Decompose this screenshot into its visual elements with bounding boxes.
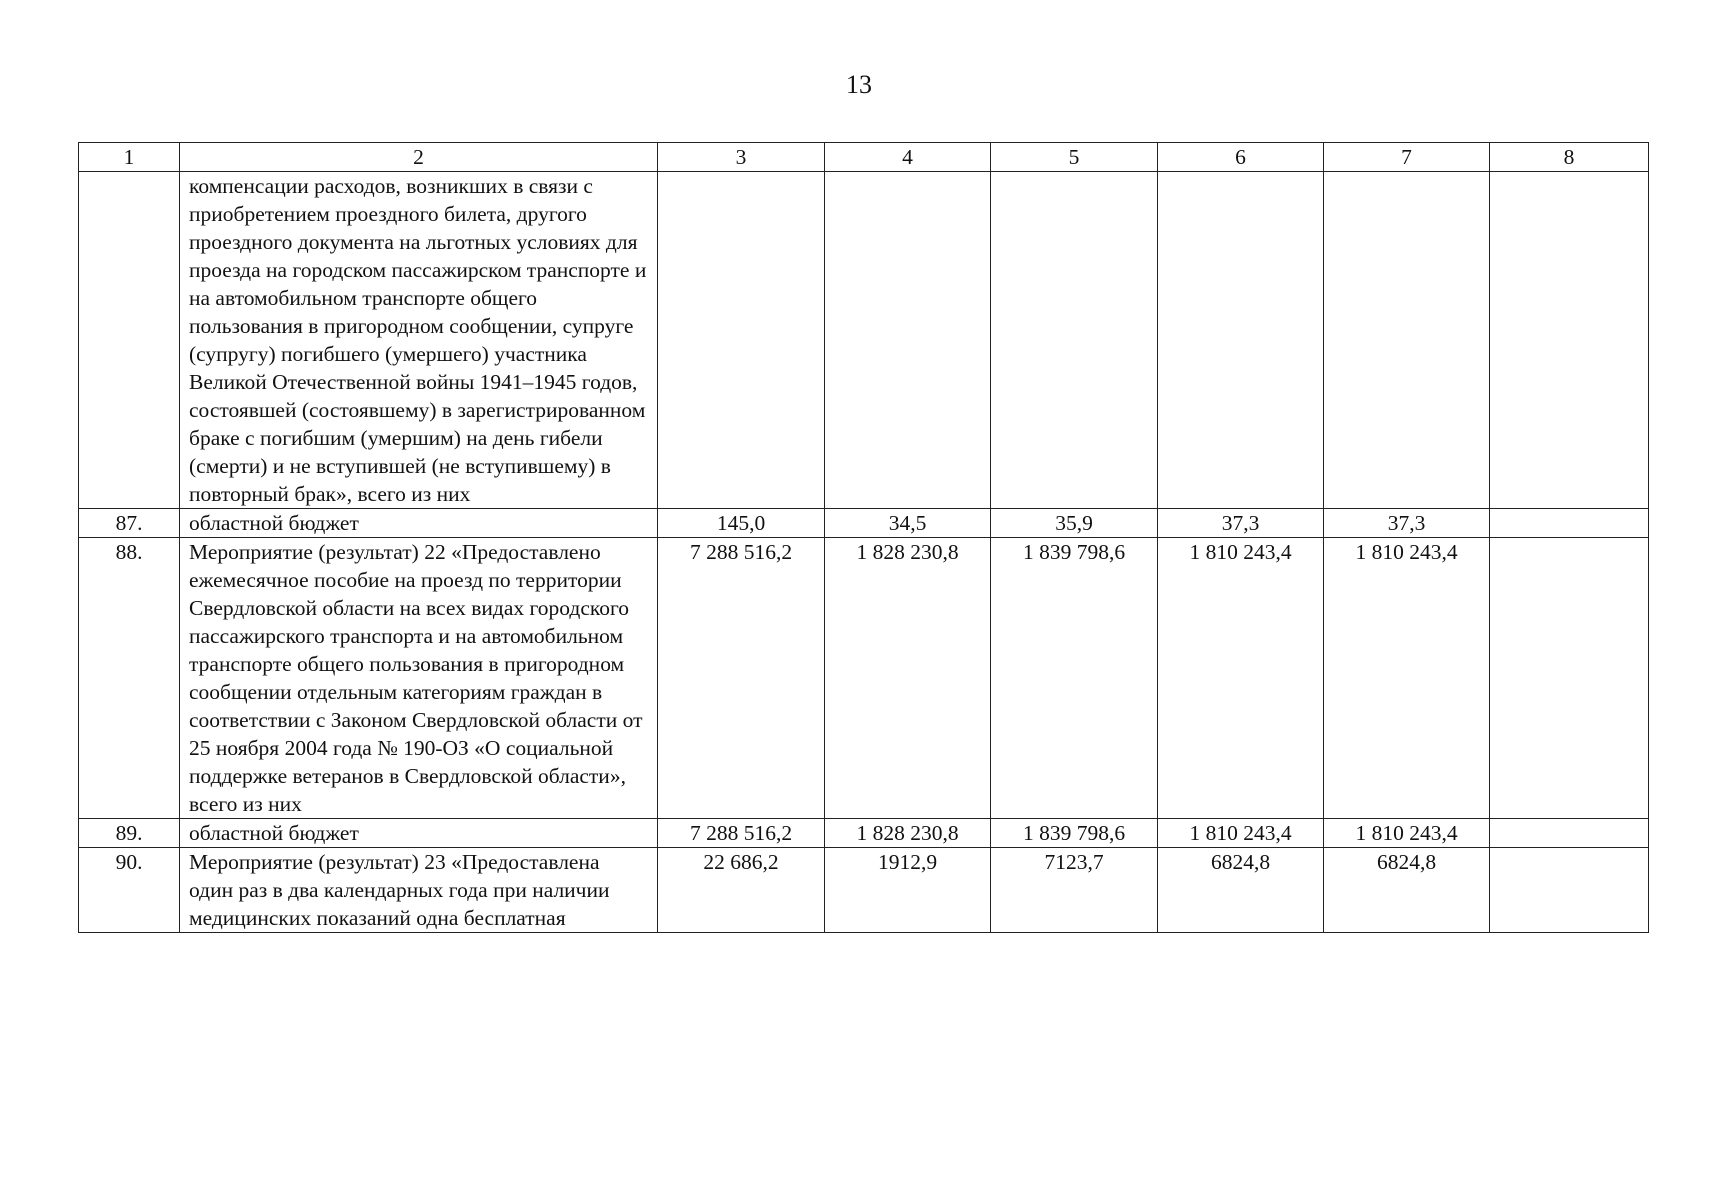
table-row — [79, 509, 1649, 538]
value-col8 — [1490, 172, 1649, 509]
table-row — [79, 538, 1649, 819]
header-cell: 1 — [79, 143, 180, 172]
value-col6: 1 810 243,4 — [1158, 538, 1324, 819]
row-number — [79, 172, 180, 509]
header-cell: 7 — [1324, 143, 1490, 172]
value-col6: 6824,8 — [1158, 848, 1324, 933]
row-description: Мероприятие (результат) 23 «Предоставлена один раз в два календарных года при наличии медицинских показаний одна бесплатная — [180, 848, 658, 933]
value-col6: 37,3 — [1158, 509, 1324, 538]
row-number: 87. — [79, 509, 180, 538]
value-col8 — [1490, 848, 1649, 933]
value-col6: 1 810 243,4 — [1158, 819, 1324, 848]
value-col5: 1 839 798,6 — [991, 538, 1158, 819]
header-cell: 6 — [1158, 143, 1324, 172]
value-col7: 6824,8 — [1324, 848, 1490, 933]
value-col4: 34,5 — [825, 509, 991, 538]
value-col8 — [1490, 538, 1649, 819]
value-col3: 7 288 516,2 — [658, 819, 825, 848]
value-col5 — [991, 172, 1158, 509]
value-col4 — [825, 172, 991, 509]
header-cell: 4 — [825, 143, 991, 172]
value-col5: 7123,7 — [991, 848, 1158, 933]
row-description: компенсации расходов, возникших в связи с приобретением проездного билета, другого проездного документа на льготных условиях для проезда на городском пассажирском транспорте и на автомобильном транспорте общего пользования в пригородном сообщении, супруге (супругу) погибшего (умершего) участника Великой Отечественной войны 1941–1945 годов, состоявшей (состоявшему) в зарегистрированном браке с погибшим (умершим) на день гибели (смерти) и не вступившей (не вступившему) в повторный брак», всего из них — [180, 172, 658, 509]
page-number: 13 — [846, 70, 872, 99]
row-description: областной бюджет — [180, 509, 658, 538]
table-row — [79, 172, 1649, 509]
row-description: областной бюджет — [180, 819, 658, 848]
row-number: 88. — [79, 538, 180, 819]
value-col3: 22 686,2 — [658, 848, 825, 933]
header-cell: 3 — [658, 143, 825, 172]
value-col3: 7 288 516,2 — [658, 538, 825, 819]
header-cell: 2 — [180, 143, 658, 172]
value-col8 — [1490, 819, 1649, 848]
value-col6 — [1158, 172, 1324, 509]
value-col5: 1 839 798,6 — [991, 819, 1158, 848]
value-col8 — [1490, 509, 1649, 538]
table-row — [79, 819, 1649, 848]
data-table — [78, 142, 1649, 933]
row-description: Мероприятие (результат) 22 «Предоставлено ежемесячное пособие на проезд по территории Свердловской области на всех видах городского пассажирского транспорта и на автомобильном транспорте общего пользования в пригородном сообщении отдельным категориям граждан в соответствии с Законом Свердловской области от 25 ноября 2004 года № 190-ОЗ «О социальной поддержке ветеранов в Свердловской области», всего из них — [180, 538, 658, 819]
value-col7: 37,3 — [1324, 509, 1490, 538]
header-cell: 5 — [991, 143, 1158, 172]
value-col4: 1 828 230,8 — [825, 538, 991, 819]
header-row — [79, 143, 1649, 172]
table-row — [79, 848, 1649, 933]
value-col4: 1912,9 — [825, 848, 991, 933]
value-col3: 145,0 — [658, 509, 825, 538]
header-cell: 8 — [1490, 143, 1649, 172]
value-col5: 35,9 — [991, 509, 1158, 538]
value-col7: 1 810 243,4 — [1324, 819, 1490, 848]
value-col7: 1 810 243,4 — [1324, 538, 1490, 819]
value-col3 — [658, 172, 825, 509]
value-col4: 1 828 230,8 — [825, 819, 991, 848]
row-number: 90. — [79, 848, 180, 933]
row-number: 89. — [79, 819, 180, 848]
value-col7 — [1324, 172, 1490, 509]
